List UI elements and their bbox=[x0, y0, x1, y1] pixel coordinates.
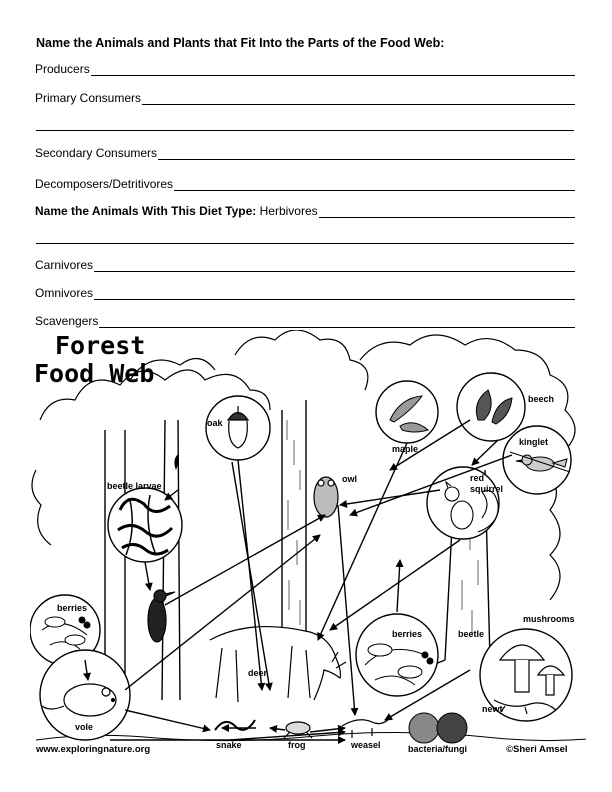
label-berries-right: berries bbox=[392, 629, 423, 639]
label-newt: newt bbox=[482, 704, 503, 714]
omnivores-answer-line[interactable] bbox=[94, 298, 575, 300]
producers-label: Producers bbox=[35, 62, 90, 76]
producers-row[interactable] bbox=[35, 62, 575, 76]
woodpecker-icon bbox=[148, 590, 175, 642]
decomposers-row[interactable] bbox=[35, 177, 575, 191]
worksheet-heading: Name the Animals and Plants that Fit Into the Parts of the Food Web: bbox=[36, 36, 445, 50]
label-beetle: beetle bbox=[458, 629, 485, 639]
primary-consumers-row[interactable] bbox=[35, 91, 575, 105]
decomposers-label: Decomposers/Detritivores bbox=[35, 177, 174, 191]
secondary-consumers-row[interactable] bbox=[35, 146, 575, 160]
label-maple: maple bbox=[392, 444, 419, 454]
herbivores-row[interactable] bbox=[35, 204, 575, 218]
diet-type-heading bbox=[35, 204, 318, 218]
carnivores-answer-line[interactable] bbox=[94, 270, 575, 272]
secondary-consumers-label: Secondary Consumers bbox=[35, 146, 158, 160]
label-weasel: weasel bbox=[351, 740, 381, 750]
label-snake: snake bbox=[216, 740, 242, 750]
worksheet-questions bbox=[0, 0, 612, 330]
primary-consumers-answer-line[interactable] bbox=[142, 103, 575, 105]
label-kinglet: kinglet bbox=[519, 437, 549, 447]
label-deer: deer bbox=[248, 668, 268, 678]
food-web-arrows bbox=[85, 420, 512, 740]
label-berries-left: berries bbox=[57, 603, 88, 613]
omnivores-row[interactable] bbox=[35, 286, 575, 300]
owl-icon bbox=[314, 477, 338, 517]
label-owl: owl bbox=[342, 474, 357, 484]
carnivores-row[interactable] bbox=[35, 258, 575, 272]
label-oak: oak bbox=[207, 418, 223, 428]
producers-answer-line[interactable] bbox=[91, 74, 575, 76]
footer-website[interactable]: www.exploringnature.org bbox=[36, 744, 151, 755]
weasel-icon bbox=[342, 720, 388, 738]
scavengers-answer-line[interactable] bbox=[99, 326, 575, 328]
scavengers-label: Scavengers bbox=[35, 314, 99, 328]
decomposers-answer-line[interactable] bbox=[174, 189, 575, 191]
herbivores-label: Herbivores bbox=[259, 204, 318, 218]
label-beetle-larvae: beetle larvae bbox=[107, 481, 162, 491]
label-beech: beech bbox=[528, 394, 555, 404]
bacteria-fungi-icon bbox=[409, 713, 467, 743]
label-squirrel: squirrel bbox=[470, 484, 504, 494]
forest-food-web-illustration bbox=[30, 330, 586, 760]
label-frog: frog bbox=[288, 740, 306, 750]
primary-consumers-label: Primary Consumers bbox=[35, 91, 142, 105]
secondary-consumers-answer-line[interactable] bbox=[158, 158, 575, 160]
herbivores-answer-line[interactable] bbox=[319, 216, 575, 218]
footer-copyright: ©Sheri Amsel bbox=[506, 744, 568, 755]
label-mushrooms: mushrooms bbox=[523, 614, 575, 624]
title-forest: Forest bbox=[55, 331, 146, 360]
diet-type-heading-bold: Name the Animals With This Diet Type: bbox=[35, 204, 257, 218]
title-food-web: Food Web bbox=[34, 359, 155, 388]
carnivores-label: Carnivores bbox=[35, 258, 94, 272]
scavengers-row[interactable] bbox=[35, 314, 575, 328]
label-red: red bbox=[470, 473, 485, 483]
label-vole: vole bbox=[75, 722, 94, 732]
deer-icon bbox=[210, 627, 346, 702]
omnivores-label: Omnivores bbox=[35, 286, 94, 300]
primary-consumers-extra-line[interactable] bbox=[36, 130, 574, 131]
oak-circle bbox=[206, 396, 270, 460]
label-bacteria-fungi: bacteria/fungi bbox=[408, 744, 468, 754]
herbivores-extra-line[interactable] bbox=[36, 243, 574, 244]
